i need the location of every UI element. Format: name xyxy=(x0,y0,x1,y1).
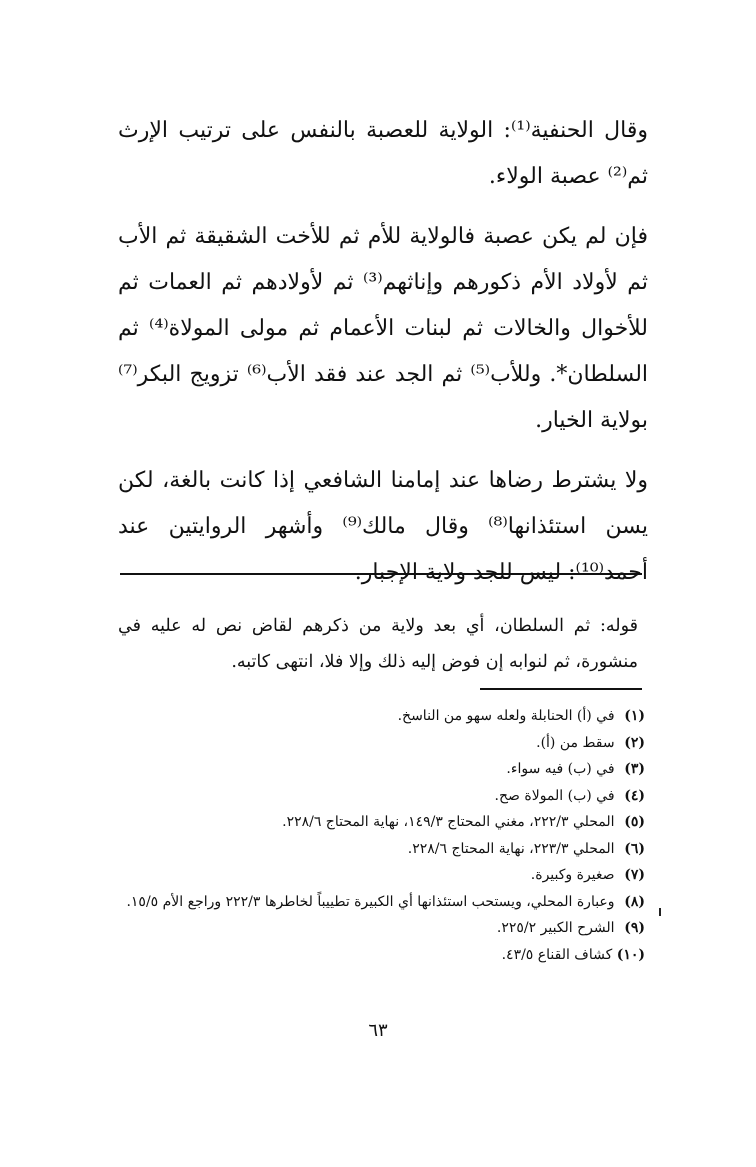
paragraph-hanafi-guardianship: وقال الحنفية⁽¹⁾: الولاية للعصبة بالنفس على ترتيب الإرث ثم⁽²⁾ عصبة الولاء. xyxy=(118,118,648,189)
footnote-text: المحلي ٢٢٢/٣، مغني المحتاج ١٤٩/٣، نهاية المحتاج ٢٢٨/٦. xyxy=(282,814,615,830)
footnote-text: الشرح الكبير ٢٢٥/٢. xyxy=(496,920,615,936)
paragraph-consent-condition: ولا يشترط رضاها عند إمامنا الشافعي إذا كانت بالغة، لكن يسن استئذانها⁽⁸⁾ وقال مالك⁽⁹⁾ وأشهر الروايتين عند أحمد⁽¹⁰⁾: ليس للجد ولاية الإجبار. xyxy=(118,468,648,585)
footnote-item xyxy=(100,889,645,916)
footnote-number: (٤) xyxy=(624,787,645,804)
paragraph-guardianship-order: فإن لم يكن عصبة فالولاية للأم ثم للأخت الشقيقة ثم الأب ثم لأولاد الأم ذكورهم وإناثهم⁽³⁾ ثم لأولادهم ثم العمات ثم للأخوال والخالات ثم لبنات الأعمام ثم مولى المولاة⁽⁴⁾ ثم السلطان*. وللأب⁽⁵⁾ ثم الجد عند فقد الأب⁽⁶⁾ تزويج البكر⁽⁷⁾ بولاية الخيار. xyxy=(118,224,649,433)
footnote-number: (٢) xyxy=(624,734,645,751)
footnote-number: (٨) xyxy=(624,893,645,910)
footnote-item xyxy=(100,809,645,836)
main-divider-rule xyxy=(120,573,642,575)
footnote-text: وعبارة المحلي، ويستحب استئذانها أي الكبيرة تطييباً لخاطرها ٢٢٢/٣ وراجع الأم ١٥/٥. xyxy=(126,893,615,910)
main-body-text xyxy=(118,108,648,610)
footnote-item xyxy=(100,836,645,863)
footnote-number: (١٠) xyxy=(616,946,645,963)
page-number: ٦٣ xyxy=(368,1020,388,1041)
footnote-text: المحلي ٢٢٣/٣، نهاية المحتاج ٢٢٨/٦. xyxy=(407,840,615,857)
footnote-text: في (ب) فيه سواء. xyxy=(506,761,615,777)
footnote-item xyxy=(100,703,645,730)
footnote-item xyxy=(100,730,645,757)
footnote-text: في (ب) المولاة صح. xyxy=(494,787,615,804)
footnote-number: (٥) xyxy=(624,814,645,830)
footnote-number: (٣) xyxy=(624,761,645,777)
scan-speck-mark xyxy=(659,908,661,916)
footnote-number: (٦) xyxy=(624,840,645,857)
footnotes-list xyxy=(100,703,645,968)
footnote-divider-rule xyxy=(480,688,642,690)
footnote-text: سقط من (أ). xyxy=(536,734,615,751)
footnote-number: (١) xyxy=(624,708,645,724)
footnote-number: (٩) xyxy=(624,920,645,936)
footnote-item xyxy=(100,783,645,810)
footnote-number: (٧) xyxy=(624,867,645,883)
footnote-text: في (أ) الحنابلة ولعله سهو من الناسخ. xyxy=(397,708,615,724)
footnote-text: صغيرة وكبيرة. xyxy=(530,867,615,883)
footnote-item xyxy=(100,942,645,969)
footnote-item xyxy=(100,862,645,889)
footnote-item xyxy=(100,756,645,783)
footnote-text: كشاف القناع ٤٣/٥. xyxy=(501,946,613,963)
footnote-item xyxy=(100,915,645,942)
marginal-note: قوله: ثم السلطان، أي بعد ولاية من ذكرهم لقاض نص له عليه في منشورة، ثم لنوابه إن فوض إليه ذلك وإلا فلا، انتهى كاتبه. xyxy=(118,615,638,672)
